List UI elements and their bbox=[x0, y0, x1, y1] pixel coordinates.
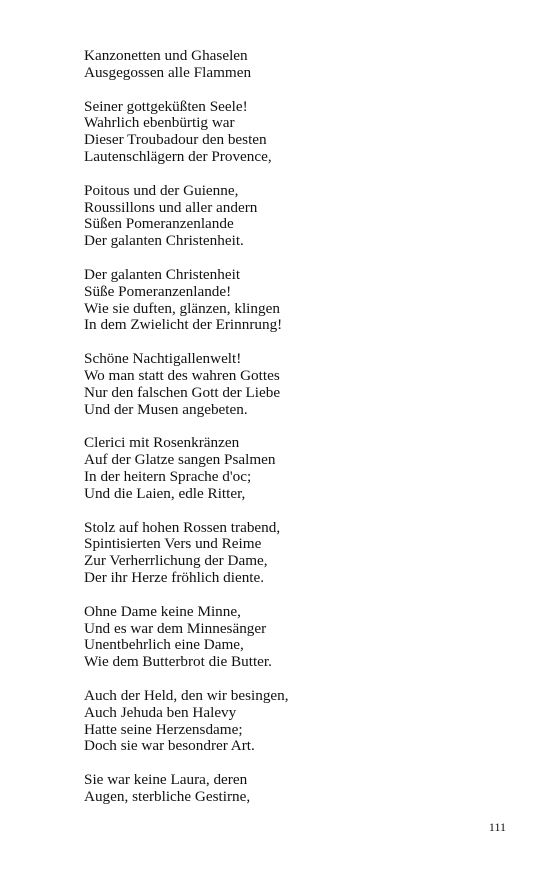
stanza bbox=[84, 351, 504, 418]
poem-text bbox=[84, 48, 504, 823]
verse-line: Der galanten Christenheit. bbox=[84, 232, 244, 250]
verse-line: Lautenschlägern der Provence, bbox=[84, 147, 272, 165]
verse-line: Unentbehrlich eine Dame, bbox=[84, 636, 244, 654]
verse-line: Kanzonetten und Ghaselen bbox=[84, 47, 248, 64]
page-number: 111 bbox=[488, 820, 506, 834]
verse-line: Ausgegossen alle Flammen bbox=[84, 63, 252, 81]
verse-line: Und die Laien, edle Ritter, bbox=[84, 484, 246, 502]
stanza bbox=[84, 772, 504, 806]
verse-line: In der heitern Sprache d'oc; bbox=[84, 467, 252, 485]
verse-line: In dem Zwielicht der Erinnrung! bbox=[84, 316, 283, 334]
verse-line: Roussillons und aller andern bbox=[84, 198, 258, 216]
verse-line: Und es war dem Minnesänger bbox=[84, 619, 267, 637]
verse-line: Dieser Troubadour den besten bbox=[84, 131, 267, 149]
verse-line: Der ihr Herze fröhlich diente. bbox=[84, 568, 265, 586]
stanza bbox=[84, 688, 504, 755]
verse-line: Schöne Nachtigallenwelt! bbox=[84, 350, 242, 368]
verse-line: Wie sie duften, glänzen, klingen bbox=[84, 299, 280, 317]
verse-line: Clerici mit Rosenkränzen bbox=[84, 434, 240, 452]
verse-line: Wo man statt des wahren Gottes bbox=[84, 366, 280, 384]
stanza bbox=[84, 520, 504, 587]
verse-line: Seiner gottgeküßten Seele! bbox=[84, 97, 248, 115]
verse-line: Auch Jehuda ben Halevy bbox=[84, 703, 237, 721]
stanza bbox=[84, 48, 504, 82]
stanza bbox=[84, 183, 504, 250]
verse-line: Poitous und der Guienne, bbox=[84, 181, 239, 199]
stanza bbox=[84, 267, 504, 334]
verse-line: Zur Verherrlichung der Dame, bbox=[84, 552, 268, 570]
verse-line: Stolz auf hohen Rossen trabend, bbox=[84, 518, 281, 536]
verse-line: Auch der Held, den wir besingen, bbox=[84, 686, 289, 704]
verse-line: Süße Pomeranzenlande! bbox=[84, 282, 232, 300]
verse-line: Nur den falschen Gott der Liebe bbox=[84, 383, 281, 401]
verse-line: Wie dem Butterbrot die Butter. bbox=[84, 653, 272, 671]
verse-line: Und der Musen angebeten. bbox=[84, 400, 248, 418]
verse-line: Der galanten Christenheit bbox=[84, 265, 241, 283]
verse-line: Auf der Glatze sangen Psalmen bbox=[84, 451, 276, 469]
stanza bbox=[84, 604, 504, 671]
verse-line: Wahrlich ebenbürtig war bbox=[84, 114, 235, 132]
stanza bbox=[84, 99, 504, 166]
verse-line: Spintisierten Vers und Reime bbox=[84, 535, 262, 553]
verse-line: Augen, sterbliche Gestirne, bbox=[84, 787, 251, 805]
stanza bbox=[84, 435, 504, 502]
verse-line: Hatte seine Herzensdame; bbox=[84, 720, 243, 738]
verse-line: Ohne Dame keine Minne, bbox=[84, 602, 241, 620]
verse-line: Süßen Pomeranzenlande bbox=[84, 215, 234, 233]
verse-line: Doch sie war besondrer Art. bbox=[84, 737, 255, 755]
verse-line: Sie war keine Laura, deren bbox=[84, 771, 248, 789]
